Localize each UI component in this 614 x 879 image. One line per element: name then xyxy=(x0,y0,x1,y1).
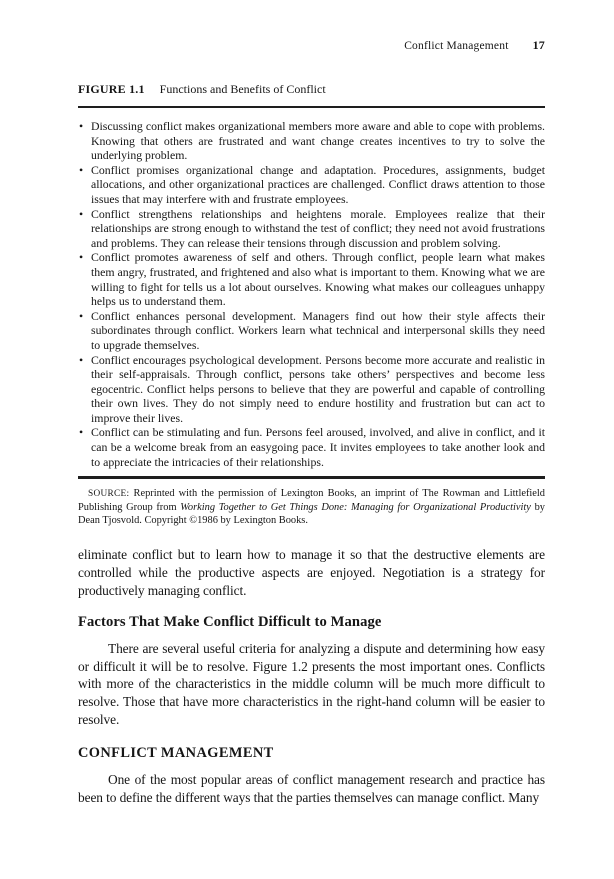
list-item xyxy=(78,250,545,308)
running-title: Conflict Management xyxy=(404,40,509,52)
list-item xyxy=(78,425,545,469)
bullet-icon: • xyxy=(79,352,84,367)
running-header xyxy=(78,38,545,53)
figure-title: Functions and Benefits of Conflict xyxy=(159,82,326,96)
paragraph-factors: There are several useful criteria for analyzing a dispute and determining how easy or difficult it will be to resolve. Figure 1.2 presents the most important ones. Conflicts with more of the characteristics in the middle column will be much more difficult to resolve. Those that have more characteristics in the right-hand column will be easier to resolve. xyxy=(78,641,545,727)
source-note xyxy=(78,487,545,528)
paragraph-management: One of the most popular areas of conflict management research and practice has been to define the different ways that the parties themselves can manage conflict. Many xyxy=(78,772,545,805)
figure-bottom-rule xyxy=(78,476,545,479)
figure-label: FIGURE 1.1 xyxy=(78,82,145,96)
page-number: 17 xyxy=(532,38,545,52)
list-item xyxy=(78,119,545,163)
list-item-text: Conflict can be stimulating and fun. Persons feel aroused, involved, and alive in conflict, and it can be a welcome break from an easygoing pace. It invites employees to take another look and to appreciate the intricacies of their relationships. xyxy=(91,425,545,469)
list-item-text: Conflict promotes awareness of self and others. Through conflict, people learn what makes them angry, frustrated, and frightened and also what is important to them. Knowing what we are willing to fight for tells us a lot about ourselves. Knowing what makes our colleagues unhappy helps us to understand them. xyxy=(91,250,545,309)
list-item-text: Conflict strengthens relationships and heightens morale. Employees realize that their relationships are strong enough to withstand the test of conflict; they need not avoid frustrations and problems. They can release their tensions through discussion and problem solving. xyxy=(91,206,545,250)
subsection-heading: Factors That Make Conflict Difficult to Manage xyxy=(78,614,382,631)
list-item xyxy=(78,163,545,207)
source-text-after: by Dean Tjosvold. Copyright ©1986 by Lexington Books. xyxy=(78,501,545,527)
list-item-text: Conflict enhances personal development. Managers find out how their style affects their subordinates through conflict. Workers learn what technical and interpersonal skills they need to upgrade themselves. xyxy=(91,308,545,352)
bullet-icon: • xyxy=(79,250,84,265)
paragraph-continuation: eliminate conflict but to learn how to manage it so that the destructive elements are controlled while the productive aspects are enjoyed. Negotiation is a strategy for productively managing conflict. xyxy=(78,547,545,598)
bullet-icon: • xyxy=(79,119,84,133)
list-item xyxy=(78,309,545,353)
bullet-icon: • xyxy=(79,425,84,440)
figure-bullet-list xyxy=(78,119,545,469)
bullet-icon: • xyxy=(79,206,84,221)
source-label: SOURCE: xyxy=(88,488,130,499)
list-item xyxy=(78,207,545,251)
figure-caption xyxy=(78,82,545,97)
source-text-before: Reprinted with the permission of Lexington Books, an imprint of The Rowman and Littlefield Publishing Group from xyxy=(78,487,545,513)
source-book-title: Working Together to Get Things Done: Managing for Organizational Productivity xyxy=(180,501,531,513)
section-heading: CONFLICT MANAGEMENT xyxy=(78,745,274,762)
list-item xyxy=(78,353,545,426)
bullet-icon: • xyxy=(79,308,84,323)
list-item-text: Discussing conflict makes organizational members more aware and able to cope with problems. Knowing that others are frustrated and want change creates incentives to try to solve the underlying problem. xyxy=(91,119,545,163)
list-item-text: Conflict encourages psychological development. Persons become more accurate and realistic in their self-appraisals. Through conflict, persons take others’ perspectives and become less egocentric. Conflict helps persons to believe that they are powerful and capable of controlling their own lives. They do not simply need to endure hostility and frustration but can act to improve their lives. xyxy=(91,352,545,425)
figure-top-rule xyxy=(78,106,545,108)
bullet-icon: • xyxy=(79,162,84,177)
list-item-text: Conflict promises organizational change and adaptation. Procedures, assignments, budget allocations, and other organizational practices are challenged. Conflict draws attention to those issues that may interfere with and frustrate employees. xyxy=(91,162,545,206)
